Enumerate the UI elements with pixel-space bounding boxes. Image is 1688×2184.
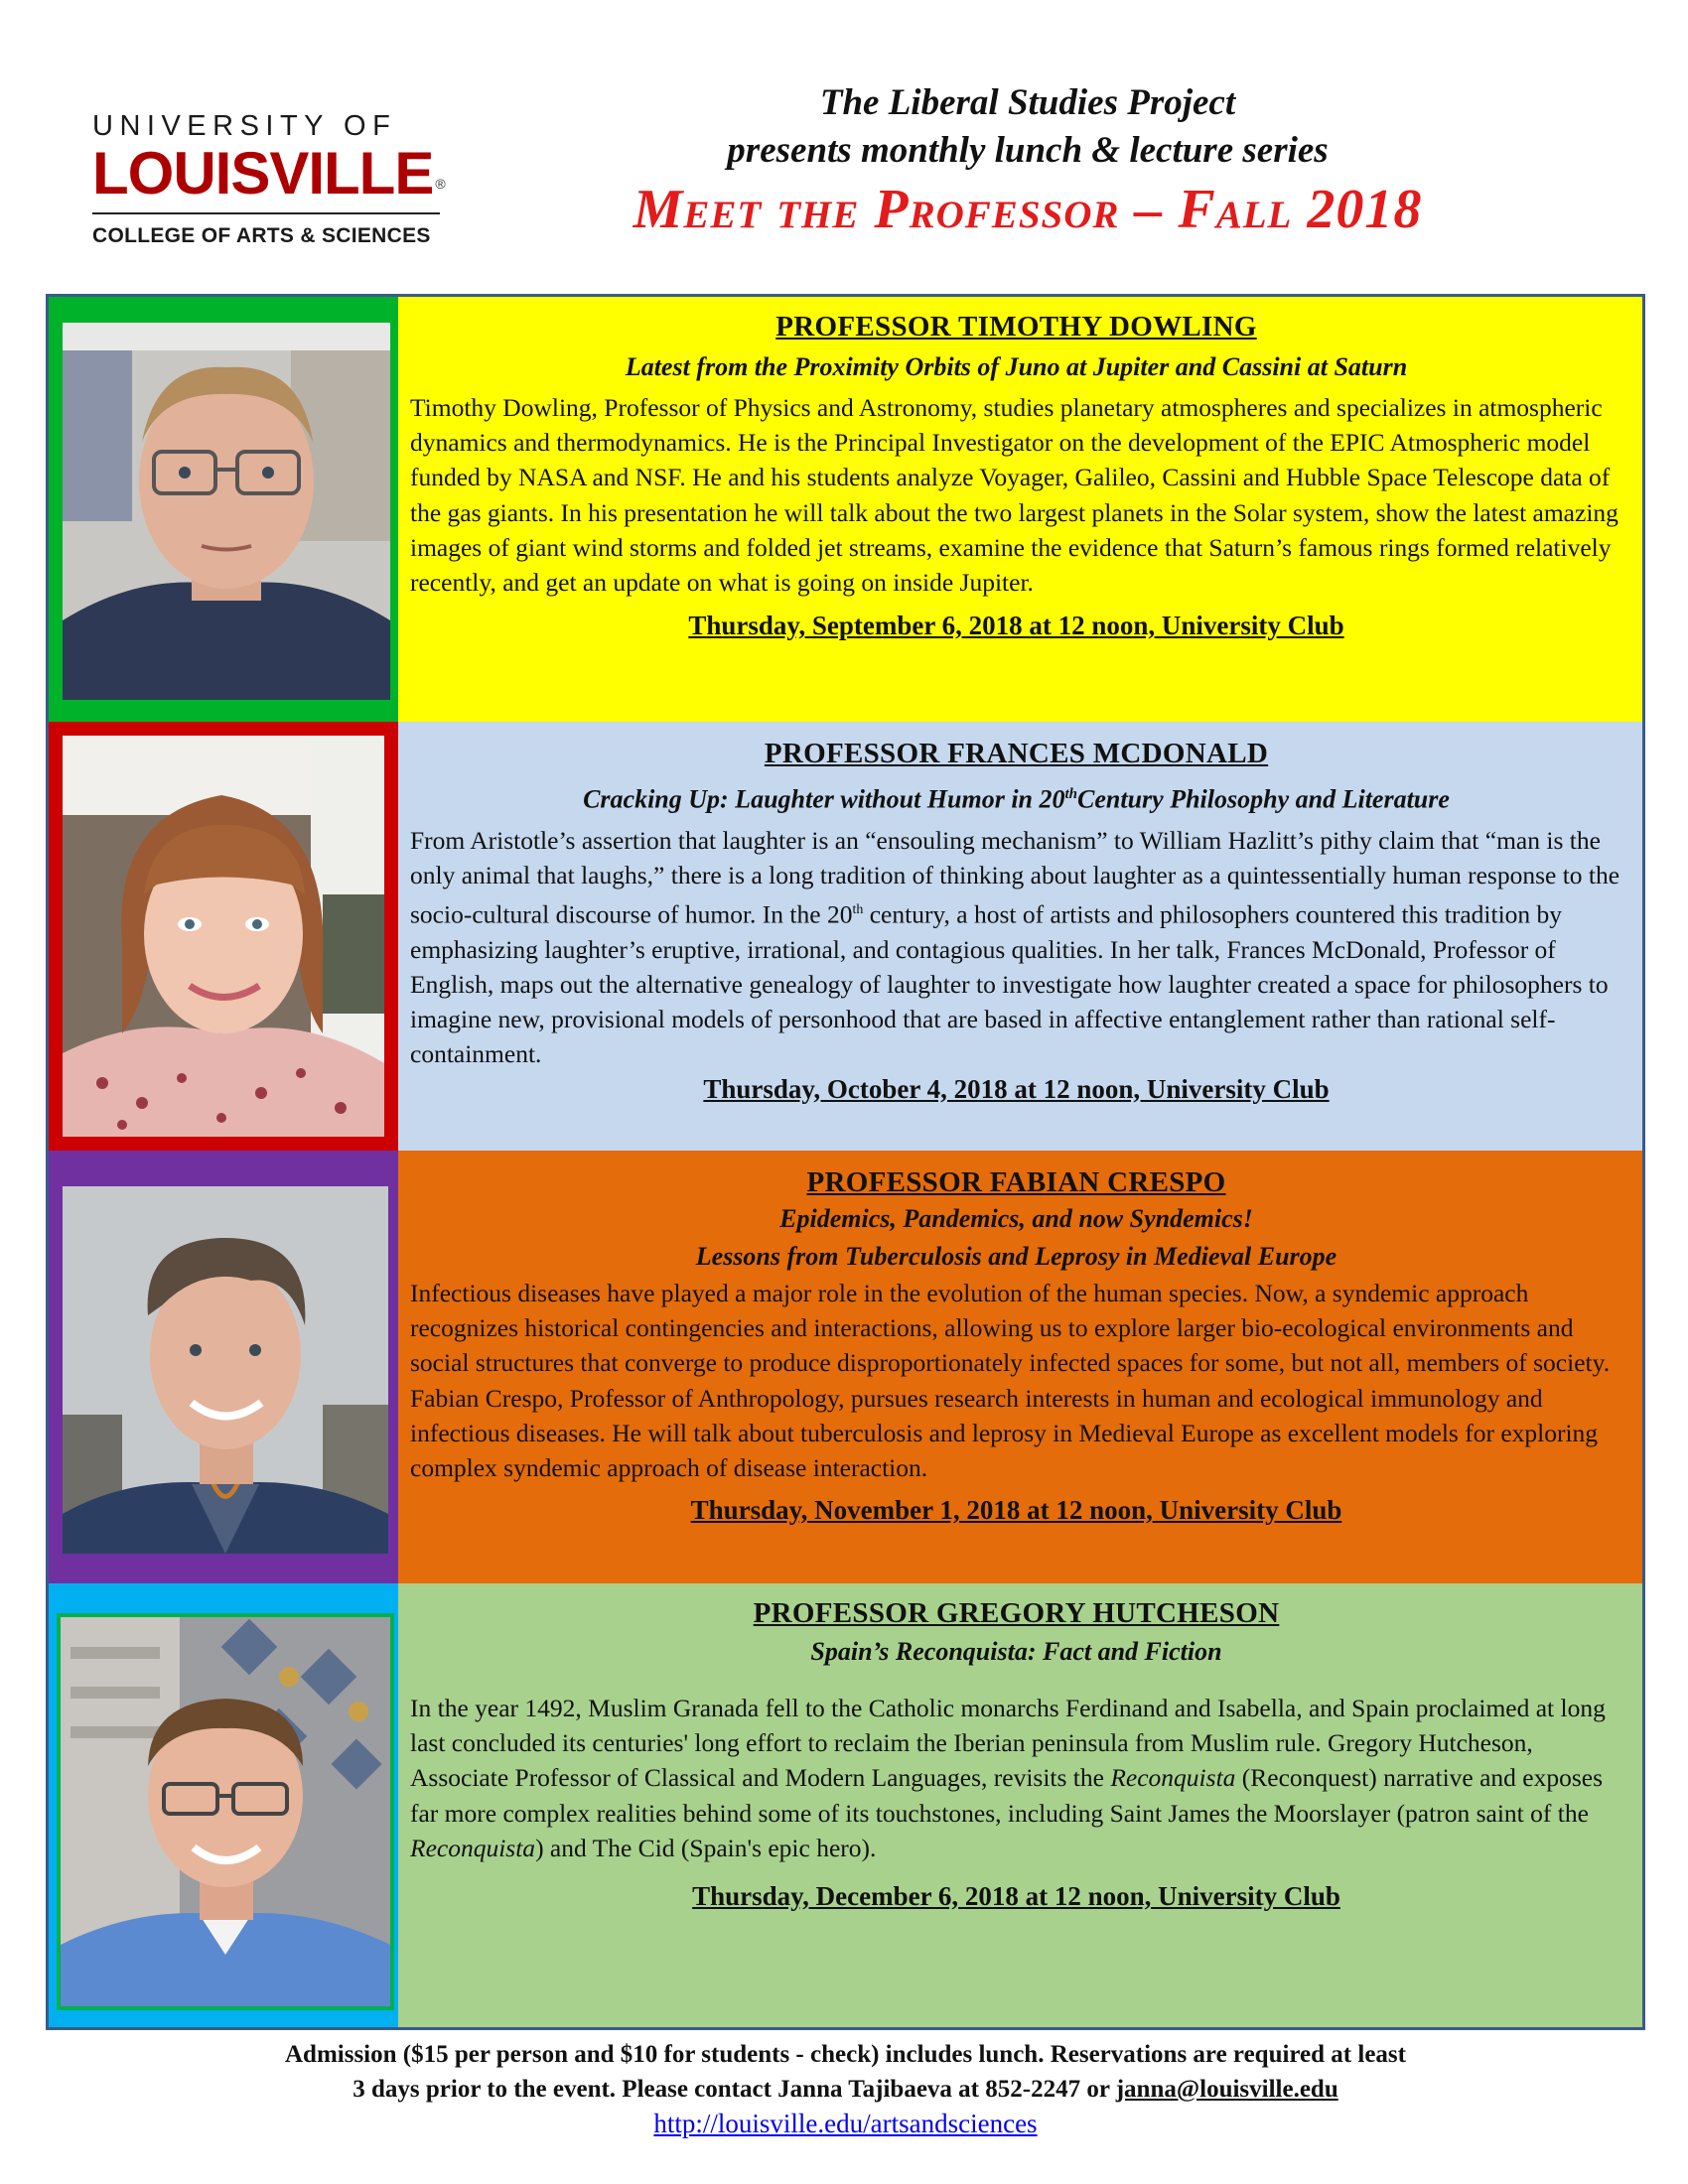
portrait-photo-hutcheson: [57, 1613, 394, 2010]
lecture-section-crespo: [49, 1151, 1642, 1583]
page-title: Meet the Professor – Fall 2018: [633, 179, 1423, 240]
photo-frame: [49, 1151, 398, 1583]
lecture-title: Epidemics, Pandemics, and now Syndemics!: [779, 1204, 1253, 1233]
logo-louisville: LOUISVILLE ®: [92, 140, 445, 206]
lecture-subtitle: Lessons from Tuberculosis and Leprosy in Medieval Europe: [695, 1242, 1337, 1271]
lecture-description: Infectious diseases have played a major role in the evolution of the human species. Now, a syndemic approach recognizes historical contingencies and interactions, allowing us to explore larger bio-ecological environments and social structures that converge to produce disproportionately infected spaces for some, but not all, members of society. Fabian Crespo, Professor of Anthropology, pursues research interests in human and ecological immunology and infectious diseases. He will talk about tuberculosis and leprosy in Medieval Europe as excellent models for exploring complex syndemic approach of disease interaction.: [410, 1279, 1611, 1483]
lecture-date: Thursday, December 6, 2018 at 12 noon, University Club: [692, 1881, 1340, 1912]
contact-info: 3 days prior to the event. Please contact Janna Tajibaeva at 852-2247 or janna@louisville.edu: [352, 2076, 1338, 2103]
lecture-schedule: [46, 294, 1645, 2030]
admission-info: Admission ($15 per person and $10 for students - check) includes lunch. Reservations are required at least: [285, 2041, 1406, 2068]
lecture-content: [398, 1151, 1642, 1583]
lecture-section-hutcheson: [49, 1583, 1642, 2027]
portrait-photo-mcdonald: [63, 736, 384, 1137]
lecture-date: Thursday, November 1, 2018 at 12 noon, University Club: [690, 1495, 1342, 1526]
lecture-description: In the year 1492, Muslim Granada fell to the Catholic monarchs Ferdinand and Isabella, and Spain proclaimed at long last concluded its centuries' long effort to reclaim the Iberian peninsula from Muslim rule. Gregory Hutcheson, Associate Professor of Classical and Modern Languages, revisits the Reconquista (Reconquest) narrative and exposes far more complex realities behind some of its touchstones, including Saint James the Moorslayer (patron saint of the Reconquista) and The Cid (Spain's epic hero).: [410, 1694, 1606, 1862]
lecture-date: Thursday, October 4, 2018 at 12 noon, University Club: [703, 1073, 1330, 1104]
lecture-date: Thursday, September 6, 2018 at 12 noon, University Club: [688, 611, 1344, 641]
lecture-title: Latest from the Proximity Orbits of Juno at Jupiter and Cassini at Saturn: [625, 352, 1408, 381]
photo-frame: [49, 722, 398, 1151]
lecture-content: [398, 722, 1642, 1151]
series-description: presents monthly lunch & lecture series: [727, 130, 1329, 171]
lecture-section-mcdonald: [49, 722, 1642, 1151]
lecture-section-dowling: [49, 297, 1642, 722]
university-logo: [92, 109, 450, 248]
logo-university-of: UNIVERSITY OF: [92, 110, 397, 142]
photo-frame: [49, 1583, 398, 2027]
contact-email-link[interactable]: janna@louisville.edu: [1115, 2076, 1338, 2103]
lecture-content: [398, 1583, 1642, 2027]
lecture-description: From Aristotle’s assertion that laughter is an “ensouling mechanism” to William Hazlitt’s pithy claim that “man is the only animal that laughs,” there is a long tradition of thinking about laughter as a quintessentially human response to the socio-cultural discourse of humor. In the 20th century, a host of artists and philosophers countered this tradition by emphasizing laughter’s eruptive, irrational, and contagious qualities. In her talk, Frances McDonald, Professor of English, maps out the alternative genealogy of laughter to investigate how laughter created a space for philosophers to imagine new, provisional models of personhood that are based in affective entanglement rather than rational self-containment.: [410, 825, 1620, 1069]
lecture-title: Cracking Up: Laughter without Humor in 20thCentury Philosophy and Literature: [583, 784, 1450, 814]
series-organizer: The Liberal Studies Project: [819, 82, 1236, 123]
portrait-photo-crespo: [63, 1186, 388, 1554]
logo-divider: [92, 212, 440, 214]
professor-name: PROFESSOR TIMOTHY DOWLING: [775, 311, 1257, 342]
title-block: [467, 79, 1589, 242]
professor-name: PROFESSOR FABIAN CRESPO: [806, 1166, 1226, 1198]
portrait-photo-dowling: [63, 323, 390, 700]
website-link[interactable]: http://louisville.edu/artsandsciences: [653, 2109, 1038, 2138]
footer: [46, 2037, 1645, 2142]
professor-name: PROFESSOR GREGORY HUTCHESON: [753, 1597, 1280, 1629]
logo-college: COLLEGE OF ARTS & SCIENCES: [92, 224, 431, 247]
lecture-content: [398, 297, 1642, 722]
photo-frame: [49, 297, 398, 722]
lecture-title: Spain’s Reconquista: Fact and Fiction: [810, 1637, 1222, 1666]
professor-name: PROFESSOR FRANCES MCDONALD: [764, 738, 1269, 769]
lecture-description: Timothy Dowling, Professor of Physics and Astronomy, studies planetary atmospheres and specializes in atmospheric dynamics and thermodynamics. He is the Principal Investigator on the development of the EPIC Atmospheric model funded by NASA and NSF. He and his students analyze Voyager, Galileo, Cassini and Hubble Space Telescope data of the gas giants. In his presentation he will talk about the two largest planets in the Solar system, show the latest amazing images of giant wind storms and folded jet streams, examine the evidence that Saturn’s famous rings formed relatively recently, and get an update on what is going on inside Jupiter.: [410, 393, 1618, 598]
